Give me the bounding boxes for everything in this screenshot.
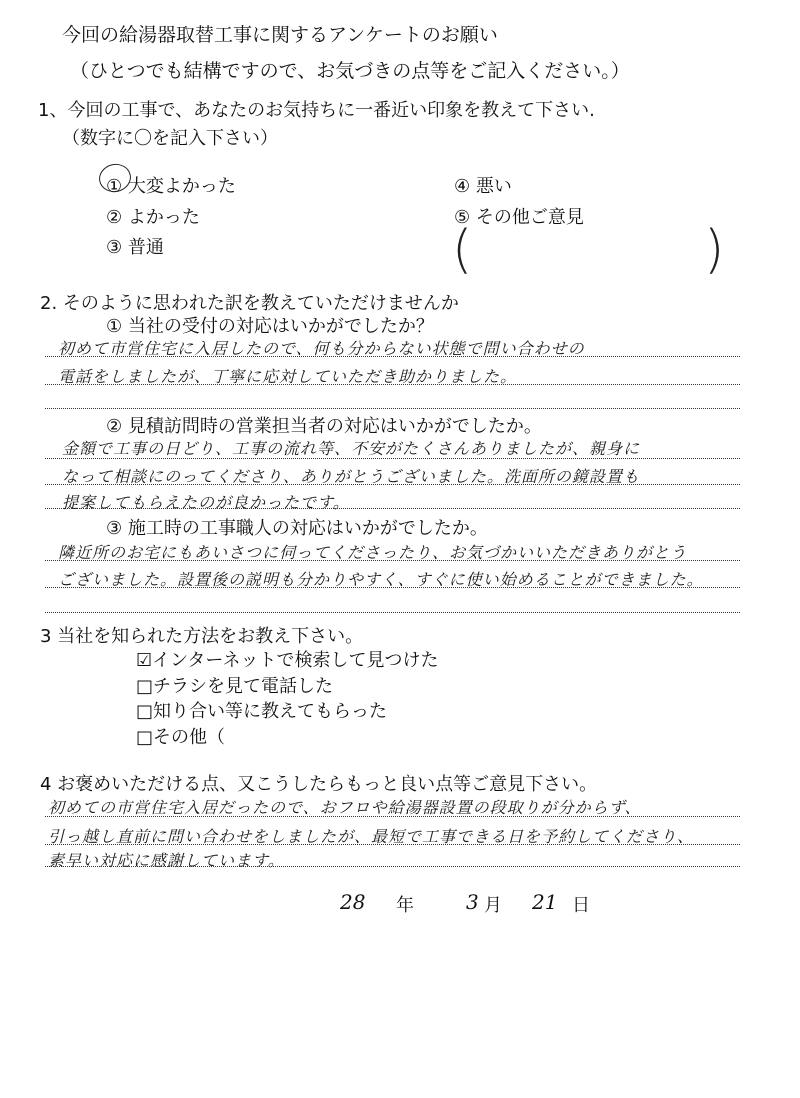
dotted-line [45, 508, 740, 509]
dotted-line [45, 844, 740, 845]
q2-sub1-answer-line-1: 初めて市営住宅に入居したので、何も分からない状態で問い合わせの [58, 339, 585, 358]
dotted-line [45, 612, 740, 613]
q2-sub2-answer-line-2: なって相談にのってくださり、ありがとうございました。洗面所の鏡設置も [62, 467, 640, 486]
date-year-value: 28 [340, 890, 366, 914]
q2-sub1-answer-line-2: 電話をしましたが、丁寧に応対していただき助かりました。 [58, 367, 518, 386]
q1-other-paren-open: ( [452, 220, 473, 280]
date-year-label: 年 [396, 895, 414, 916]
date-day-value: 21 [532, 890, 558, 914]
dotted-line [45, 384, 740, 385]
q3-option-other[interactable]: □その他（ [136, 727, 226, 748]
q2-sub3-question: ③ 施工時の工事職人の対応はいかがでしたか。 [106, 518, 488, 539]
q2-sub2-answer-line-3: 提案してもらえたのが良かったです。 [62, 493, 350, 512]
q3-option-internet[interactable]: ☑インターネットで検索して見つけた [136, 650, 439, 671]
q4-answer-line-3: 素早い対応に感謝しています。 [48, 851, 285, 870]
q2-sub1-question: ① 当社の受付の対応はいかがでしたか？ [106, 316, 434, 337]
q1-option-2[interactable]: ② よかった [106, 207, 200, 228]
q1-option-5[interactable]: ⑤ その他ご意見 [454, 207, 584, 228]
q1-option-1[interactable]: ① 大変よかった [106, 176, 236, 197]
survey-subtitle: （ひとつでも結構ですので、お気づきの点等をご記入ください。） [70, 60, 630, 82]
date-month-value: 3 [466, 890, 479, 914]
dotted-line [45, 356, 740, 357]
q2-question: 2. そのように思われた訳を教えていただけませんか [40, 293, 459, 314]
dotted-line [45, 816, 740, 817]
dotted-line [45, 408, 740, 409]
q1-other-paren-close: ) [704, 220, 725, 280]
q2-sub2-answer-line-1: 金額で工事の日どり、工事の流れ等、不安がたくさんありましたが、親身に [62, 439, 641, 458]
survey-title: 今回の給湯器取替工事に関するアンケートのお願い [62, 24, 498, 46]
dotted-line [45, 587, 740, 588]
dotted-line [45, 484, 740, 485]
q4-answer-line-1: 初めての市営住宅入居だったので、おフロや給湯器設置の段取りが分からず、 [48, 798, 642, 817]
q3-option-flyer[interactable]: □チラシを見て電話した [136, 676, 334, 697]
q4-answer-line-2: 引っ越し直前に問い合わせをしましたが、最短で工事できる日を予約してくださり、 [48, 827, 695, 846]
dotted-line [45, 560, 740, 561]
q1-option-4[interactable]: ④ 悪い [454, 176, 512, 197]
q1-instruction: （数字に〇を記入下さい） [62, 128, 278, 149]
q1-option-3[interactable]: ③ 普通 [106, 237, 164, 258]
q4-question: 4 お褒めいただける点、又こうしたらもっと良い点等ご意見下さい。 [40, 774, 598, 795]
q1-question: 1、今回の工事で、あなたのお気持ちに一番近い印象を教えて下さい. [38, 100, 595, 121]
q3-question: 3 当社を知られた方法をお教え下さい。 [40, 626, 364, 647]
date-day-label: 日 [572, 895, 590, 916]
q2-sub3-answer-line-2: ございました。設置後の説明も分かりやすく、すぐに使い始めることができました。 [58, 570, 704, 589]
q3-option-acquaintance[interactable]: □知り合い等に教えてもらった [136, 701, 388, 722]
q2-sub2-question: ② 見積訪問時の営業担当者の対応はいかがでしたか。 [106, 416, 542, 437]
dotted-line [45, 458, 740, 459]
q2-sub3-answer-line-1: 隣近所のお宅にもあいさつに伺ってくださったり、お気づかいいただきありがとう [58, 543, 688, 562]
dotted-line [45, 866, 740, 867]
date-month-label: 月 [484, 895, 502, 916]
